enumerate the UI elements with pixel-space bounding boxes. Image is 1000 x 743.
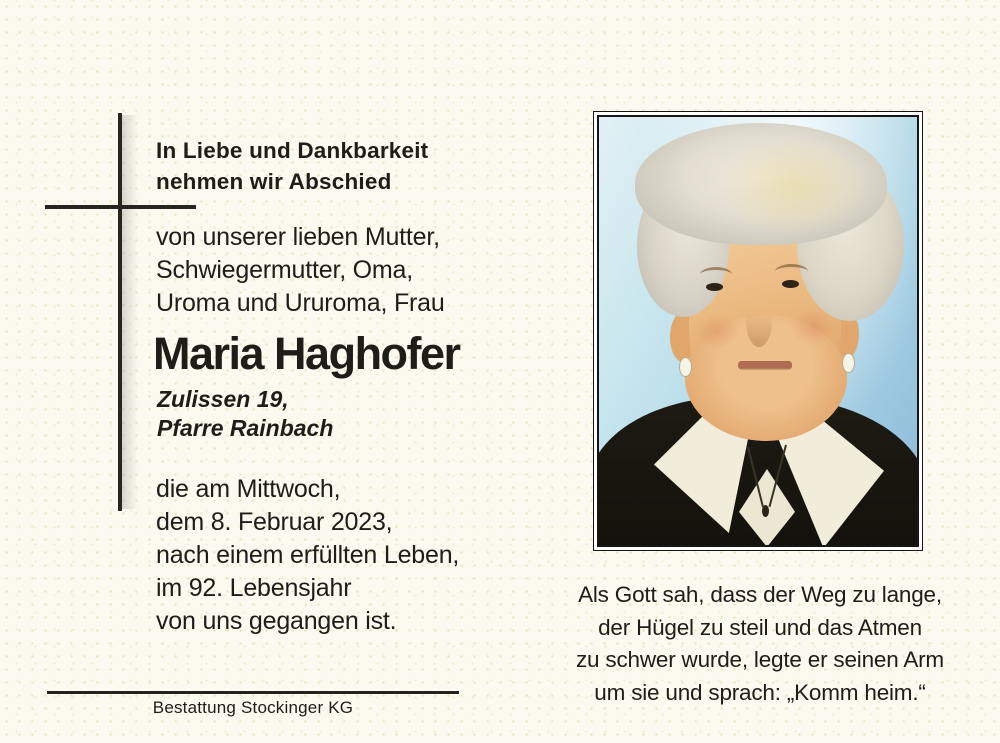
memorial-quote xyxy=(545,579,975,709)
address-text xyxy=(157,385,333,443)
portrait-cheek-left xyxy=(695,313,739,349)
relation-line: Uroma und Ururoma, Frau xyxy=(156,289,445,317)
portrait-earring-left xyxy=(679,357,692,377)
intro-heading xyxy=(156,135,428,197)
quote-line: der Hügel zu steil und das Atmen xyxy=(598,614,922,640)
portrait-eye-left xyxy=(706,283,723,291)
cross-icon-bar xyxy=(45,205,196,209)
portrait-photo xyxy=(599,117,917,545)
death-line: im 92. Lebensjahr xyxy=(156,574,352,602)
portrait-eyebrow-right xyxy=(775,264,808,279)
death-text xyxy=(156,473,459,638)
intro-heading-line2: nehmen wir Abschied xyxy=(156,169,392,194)
divider-rule xyxy=(47,691,459,694)
death-line: die am Mittwoch, xyxy=(156,475,341,503)
death-line: nach einem erfüllten Leben, xyxy=(156,541,460,569)
portrait-cheek-right xyxy=(791,309,835,345)
death-line: von uns gegangen ist. xyxy=(156,607,397,635)
death-line: dem 8. Februar 2023, xyxy=(156,508,393,536)
address-line1: Zulissen 19, xyxy=(157,386,289,412)
quote-line: um sie und sprach: „Komm heim.“ xyxy=(594,679,926,705)
relation-text xyxy=(156,221,445,320)
cross-icon-shadow xyxy=(122,115,138,509)
funeral-home-label: Bestattung Stockinger KG xyxy=(152,698,354,717)
intro-heading-line1: In Liebe und Dankbarkeit xyxy=(156,138,429,163)
portrait-earring-right xyxy=(842,353,855,373)
address-line2: Pfarre Rainbach xyxy=(157,415,334,441)
portrait-pendant xyxy=(762,505,769,517)
portrait-mouth xyxy=(738,361,792,368)
deceased-name: Maria Haghofer xyxy=(153,328,460,379)
portrait-photo-frame-inner xyxy=(597,115,919,547)
portrait-hair-highlight xyxy=(719,137,869,237)
quote-line: Als Gott sah, dass der Weg zu lange, xyxy=(578,582,942,607)
relation-line: Schwiegermutter, Oma, xyxy=(156,256,414,284)
portrait-eye-right xyxy=(782,280,799,288)
portrait-eyebrow-left xyxy=(700,267,732,282)
relation-line: von unserer lieben Mutter, xyxy=(156,223,440,251)
cross-icon xyxy=(118,113,122,511)
portrait-nose xyxy=(746,295,772,347)
quote-line: zu schwer wurde, legte er seinen Arm xyxy=(576,647,944,672)
portrait-photo-frame xyxy=(593,111,923,551)
